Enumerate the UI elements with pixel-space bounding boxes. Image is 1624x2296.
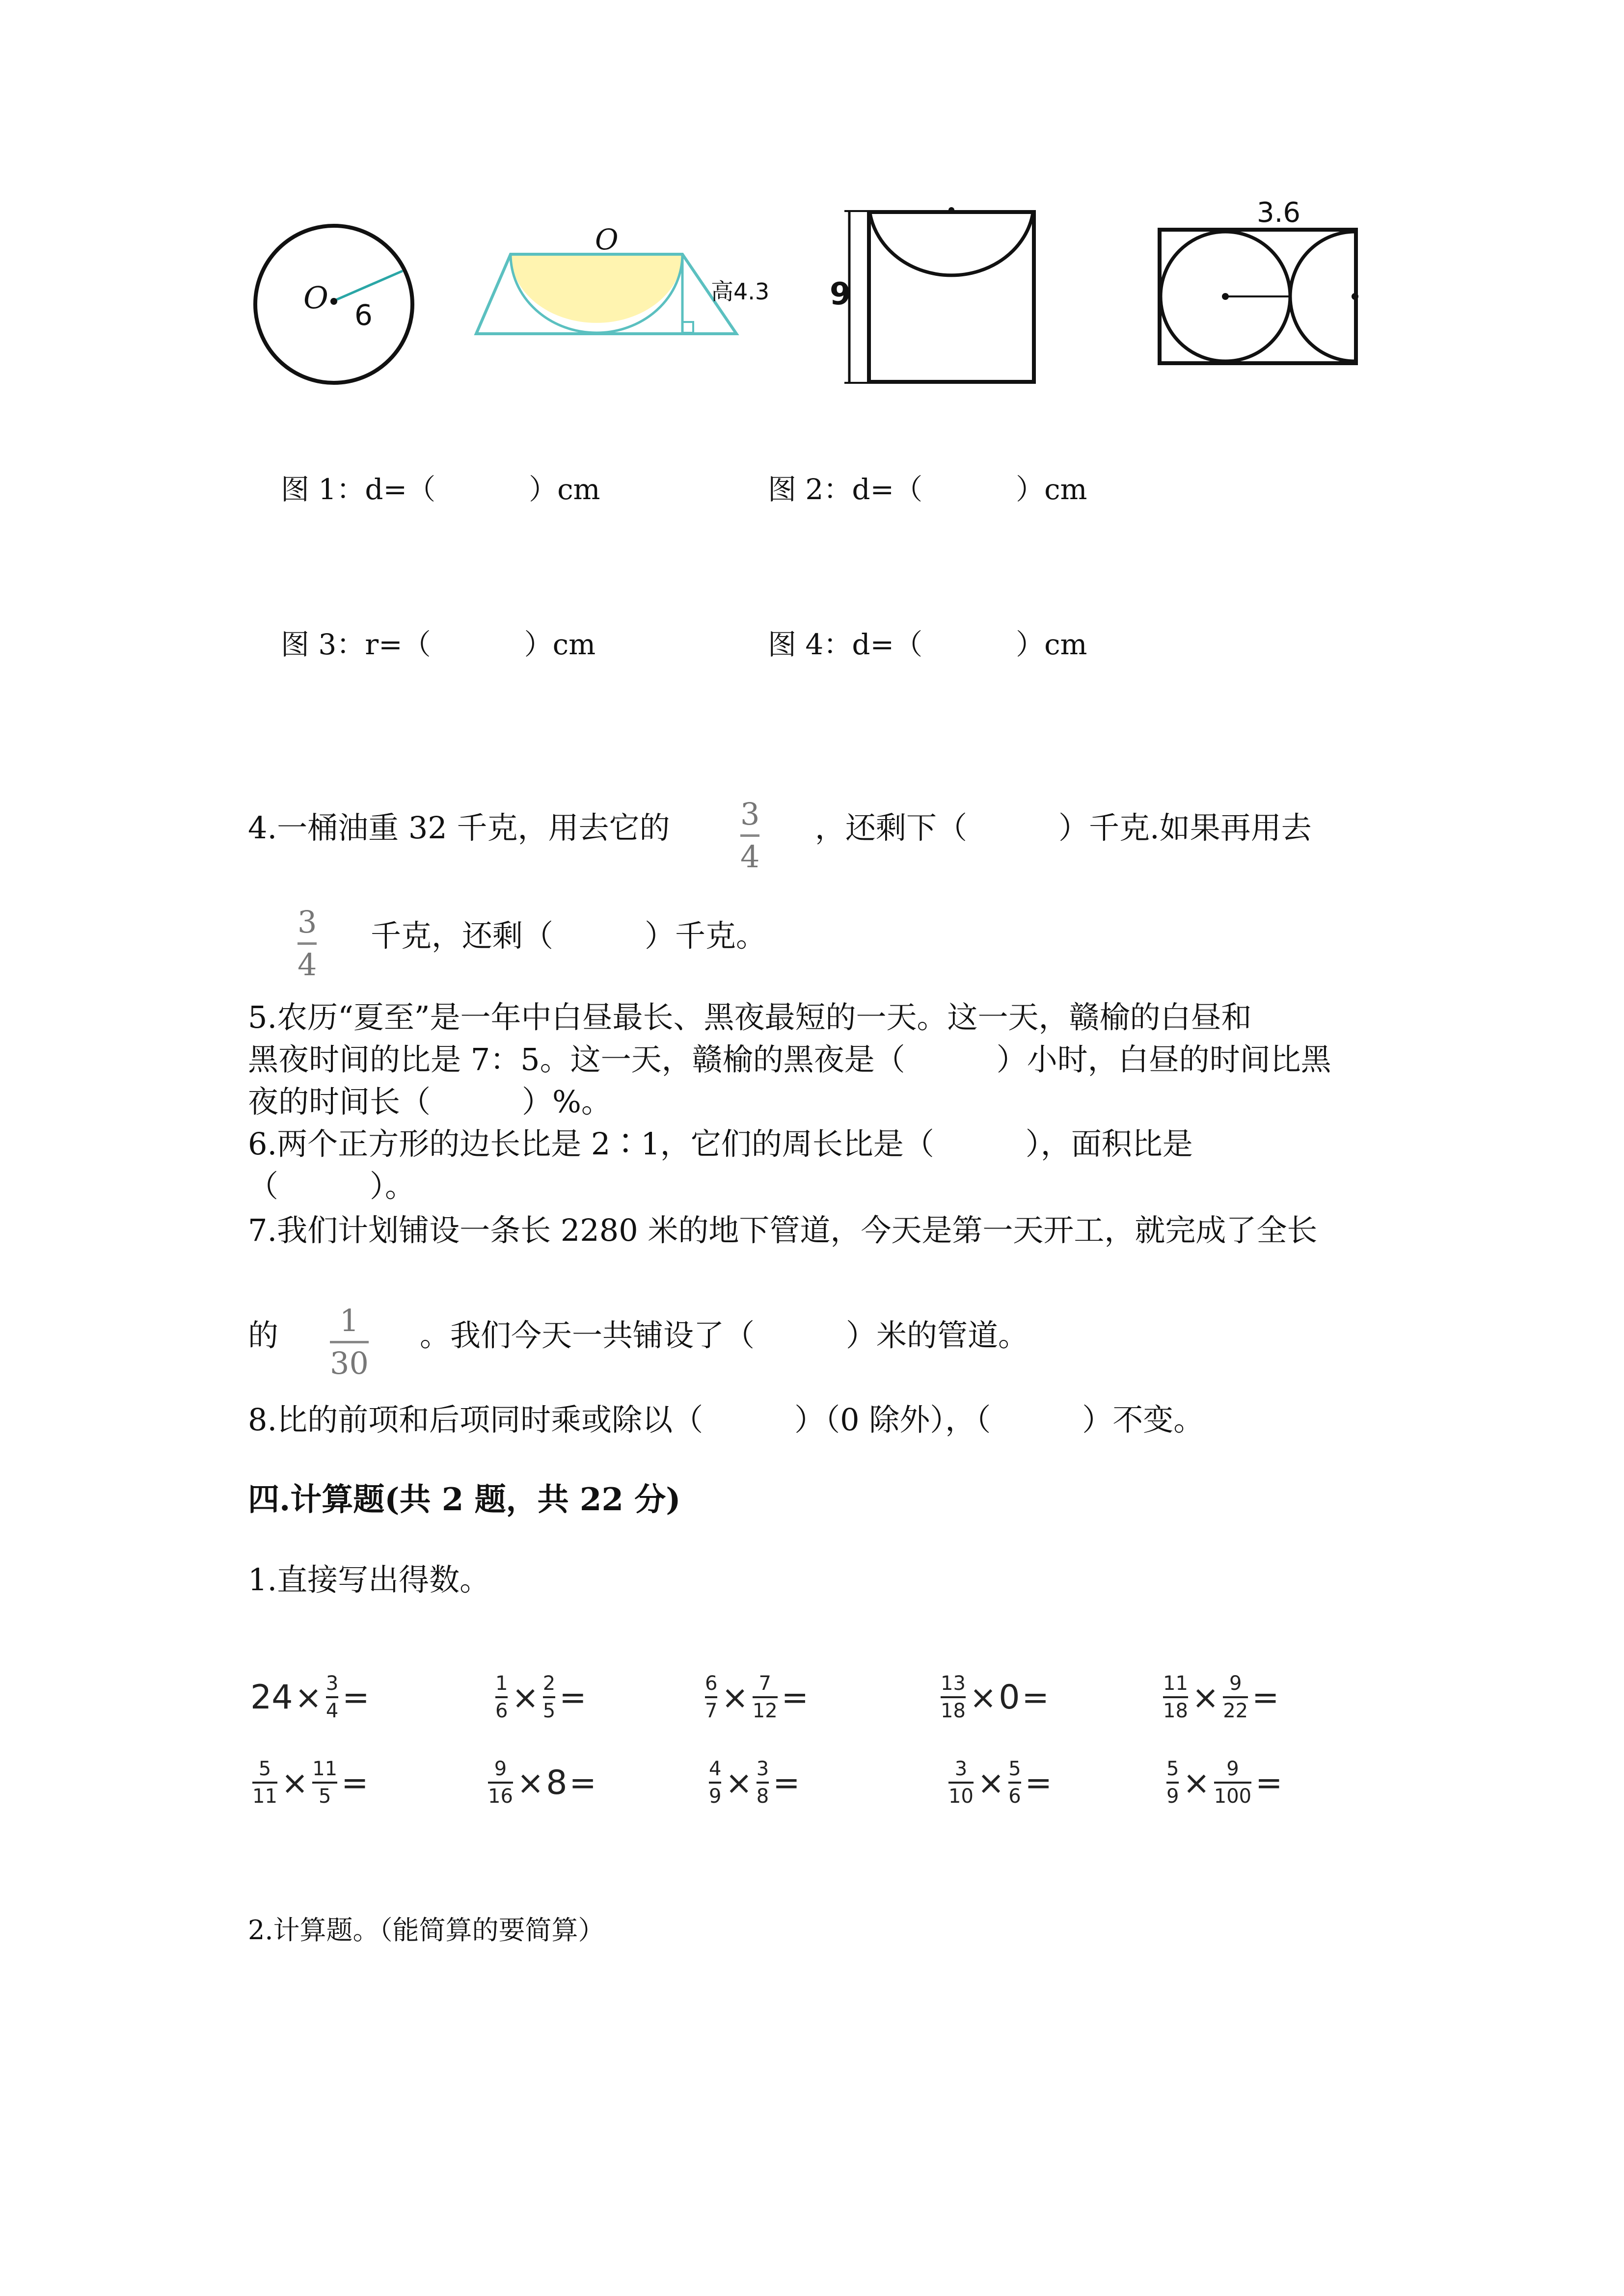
center-point xyxy=(330,298,337,305)
q4-fraction-2 xyxy=(298,904,317,983)
center-point xyxy=(1222,293,1229,300)
calc-item-9: 3 10 × 5 6 = xyxy=(948,1758,1052,1808)
calc-item-4: 13 18 × 0 = xyxy=(941,1672,1049,1722)
calc-item-10: 5 9 × 9 100 = xyxy=(1166,1758,1283,1808)
top-label: 3.6 xyxy=(1257,197,1301,229)
height-label: 高4.3 xyxy=(711,278,770,305)
top-point xyxy=(948,207,954,213)
fig3-answer xyxy=(281,630,595,659)
calc-item-8: 4 9 × 3 8 = xyxy=(709,1758,800,1808)
fig2-answer xyxy=(768,475,1087,504)
fig1-answer xyxy=(281,475,600,504)
semicircle-arc xyxy=(870,213,1033,275)
fig4-answer-unit: ）cm xyxy=(1016,628,1087,661)
q4-frac2-num: 3 xyxy=(298,904,317,940)
calc-item-1: 24 × 3 4 = xyxy=(250,1672,370,1722)
right-angle-mark xyxy=(682,322,693,333)
fig2-answer-unit: ）cm xyxy=(1016,473,1087,506)
right-point xyxy=(1352,293,1358,300)
q4-fraction-1 xyxy=(740,796,760,875)
q4-frac1-den: 4 xyxy=(740,839,760,875)
calc-item-5: 11 18 × 9 22 = xyxy=(1163,1672,1279,1722)
q7-post: 。我们今天一共铺设了（ ）米的管道。 xyxy=(420,1317,1029,1353)
q4-part3: 千克，还剩（ ）千克。 xyxy=(371,918,767,954)
radius-line xyxy=(335,271,403,300)
q4-part1: 4.一桶油重 32 千克，用去它的 xyxy=(248,810,670,846)
q5-line2: 黑夜时间的比是 7：5。这一天，赣榆的黑夜是（ ）小时，白昼的时间比黑 xyxy=(248,1041,1331,1077)
top-label: O xyxy=(595,226,619,256)
fig3-answer-unit: ）cm xyxy=(524,628,596,661)
calc-item-7: 9 16 × 8 = xyxy=(488,1758,596,1808)
center-label: O xyxy=(303,280,328,316)
figure-3-square xyxy=(830,201,1051,393)
q7-frac-den: 30 xyxy=(330,1345,369,1381)
fig1-answer-unit: ）cm xyxy=(529,473,600,506)
q8-text: 8.比的前项和后项同时乘或除以（ ）（0 除外），（ ）不变。 xyxy=(248,1402,1204,1438)
q5-line1: 5.农历“夏至”是一年中白昼最长、黑夜最短的一天。这一天，赣榆的白昼和 xyxy=(248,999,1252,1035)
section4-title: 四.计算题(共 2 题，共 22 分) xyxy=(248,1481,681,1518)
radius-label: 6 xyxy=(354,298,373,332)
calc1-title: 1.直接写出得数。 xyxy=(248,1562,490,1598)
side-label: 9 xyxy=(830,276,851,312)
q7-line1: 7.我们计划铺设一条长 2280 米的地下管道，今天是第一天开工，就完成了全长 xyxy=(248,1212,1318,1248)
figure-2-trapezoid xyxy=(471,226,805,344)
semicircle-arc xyxy=(1290,232,1355,361)
q7-frac-num: 1 xyxy=(339,1303,359,1338)
figure-4-rectangle xyxy=(1154,196,1370,368)
fig2-answer-label: 图 2：d=（ xyxy=(768,473,923,506)
q4-frac1-num: 3 xyxy=(740,796,760,832)
q6-line2: （ ）。 xyxy=(248,1168,416,1204)
calc-item-3: 6 7 × 7 12 = xyxy=(705,1672,809,1722)
q4-part2: ，还剩下（ ）千克.如果再用去 xyxy=(815,810,1312,846)
calc-item-2: 1 6 × 2 5 = xyxy=(495,1672,587,1722)
fig1-answer-label: 图 1：d=（ xyxy=(281,473,436,506)
fig4-answer-label: 图 4：d=（ xyxy=(768,628,923,661)
fig3-answer-label: 图 3：r=（ xyxy=(281,628,431,661)
q5-line3: 夜的时间长（ ）%。 xyxy=(248,1084,612,1120)
figure-1-circle xyxy=(245,216,422,393)
fig4-answer xyxy=(768,630,1087,659)
square-outline xyxy=(869,212,1034,382)
semicircle-fill xyxy=(511,254,682,323)
calc2-title: 2.计算题。（能简算的要简算） xyxy=(248,1915,605,1946)
calc-item-6: 5 11 × 11 5 = xyxy=(252,1758,369,1808)
q7-pre: 的 xyxy=(248,1317,279,1353)
q7-fraction xyxy=(330,1303,369,1381)
q4-frac2-den: 4 xyxy=(298,947,317,983)
q6-line1: 6.两个正方形的边长比是 2∶1，它们的周长比是（ ），面积比是 xyxy=(248,1126,1193,1162)
